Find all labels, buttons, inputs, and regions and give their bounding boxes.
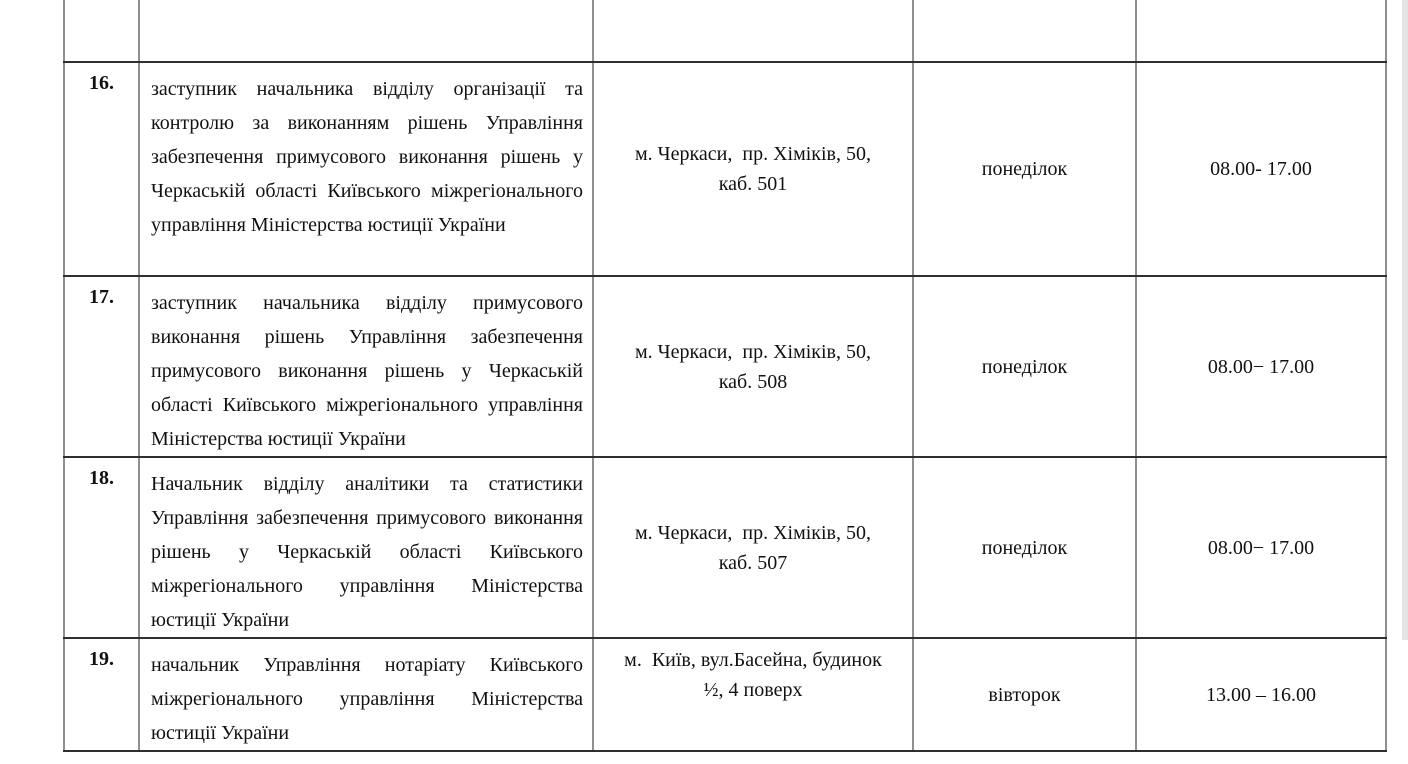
row-number-cell: 16. bbox=[64, 62, 139, 276]
position-cell: заступник начальника відділу організації та контролю за виконанням рішень Управління забезпечення примусового виконання рішень у Черкаській області Київського міжрегіонального управління Міністерства юстиції України bbox=[139, 62, 593, 276]
table-row bbox=[64, 457, 1386, 638]
address-cell bbox=[593, 457, 913, 638]
reception-time-cell: 08.00− 17.00 bbox=[1136, 276, 1386, 457]
row-number-cell: 19. bbox=[64, 638, 139, 751]
address-line-2: каб. 508 bbox=[718, 370, 788, 393]
reception-time-cell bbox=[1136, 0, 1386, 62]
position-cell: заступник начальника відділу примусового виконання рішень Управління забезпечення примусового виконання рішень у Черкаській області Київського міжрегіонального управління Міністерства юстиції України bbox=[139, 276, 593, 457]
reception-time-cell: 13.00 – 16.00 bbox=[1136, 638, 1386, 751]
address-line-1: м. Черкаси, пр. Хіміків, 50, bbox=[634, 340, 872, 363]
address-line-2: ½, 4 поверх bbox=[703, 679, 803, 701]
table-row bbox=[64, 62, 1386, 276]
reception-day-cell: понеділок bbox=[913, 276, 1136, 457]
address-line-1: м. Київ, вул.Басейна, будинок bbox=[624, 649, 882, 671]
table-row bbox=[64, 0, 1386, 62]
address-cell bbox=[593, 276, 913, 457]
address-line-2: каб. 501 bbox=[718, 173, 788, 195]
schedule-table bbox=[63, 0, 1387, 752]
row-number-cell bbox=[64, 0, 139, 62]
reception-time-cell: 08.00− 17.00 bbox=[1136, 457, 1386, 638]
address-line-1: м. Черкаси, пр. Хіміків, 50, bbox=[634, 143, 872, 165]
table-row bbox=[64, 638, 1386, 751]
address-line-2: каб. 507 bbox=[718, 551, 788, 574]
reception-day-cell: вівторок bbox=[913, 638, 1136, 751]
row-number-cell: 18. bbox=[64, 457, 139, 638]
address-cell bbox=[593, 638, 913, 751]
reception-day-cell bbox=[913, 0, 1136, 62]
position-cell: начальник Управління нотаріату Київського міжрегіонального управління Міністерства юстиції України bbox=[139, 638, 593, 751]
row-number-cell: 17. bbox=[64, 276, 139, 457]
schedule-table-body bbox=[64, 0, 1386, 751]
reception-day-cell: понеділок bbox=[913, 62, 1136, 276]
position-cell bbox=[139, 0, 593, 62]
address-line-1: м. Черкаси, пр. Хіміків, 50, bbox=[634, 521, 872, 544]
address-cell bbox=[593, 62, 913, 276]
address-cell bbox=[593, 0, 913, 62]
reception-time-cell: 08.00- 17.00 bbox=[1136, 62, 1386, 276]
scrollbar-thumb[interactable] bbox=[1402, 0, 1408, 640]
position-cell: Начальник відділу аналітики та статистики Управління забезпечення примусового виконання рішень у Черкаській області Київського міжрегіонального управління Міністерства юстиції України bbox=[139, 457, 593, 638]
reception-day-cell: понеділок bbox=[913, 457, 1136, 638]
table-row bbox=[64, 276, 1386, 457]
